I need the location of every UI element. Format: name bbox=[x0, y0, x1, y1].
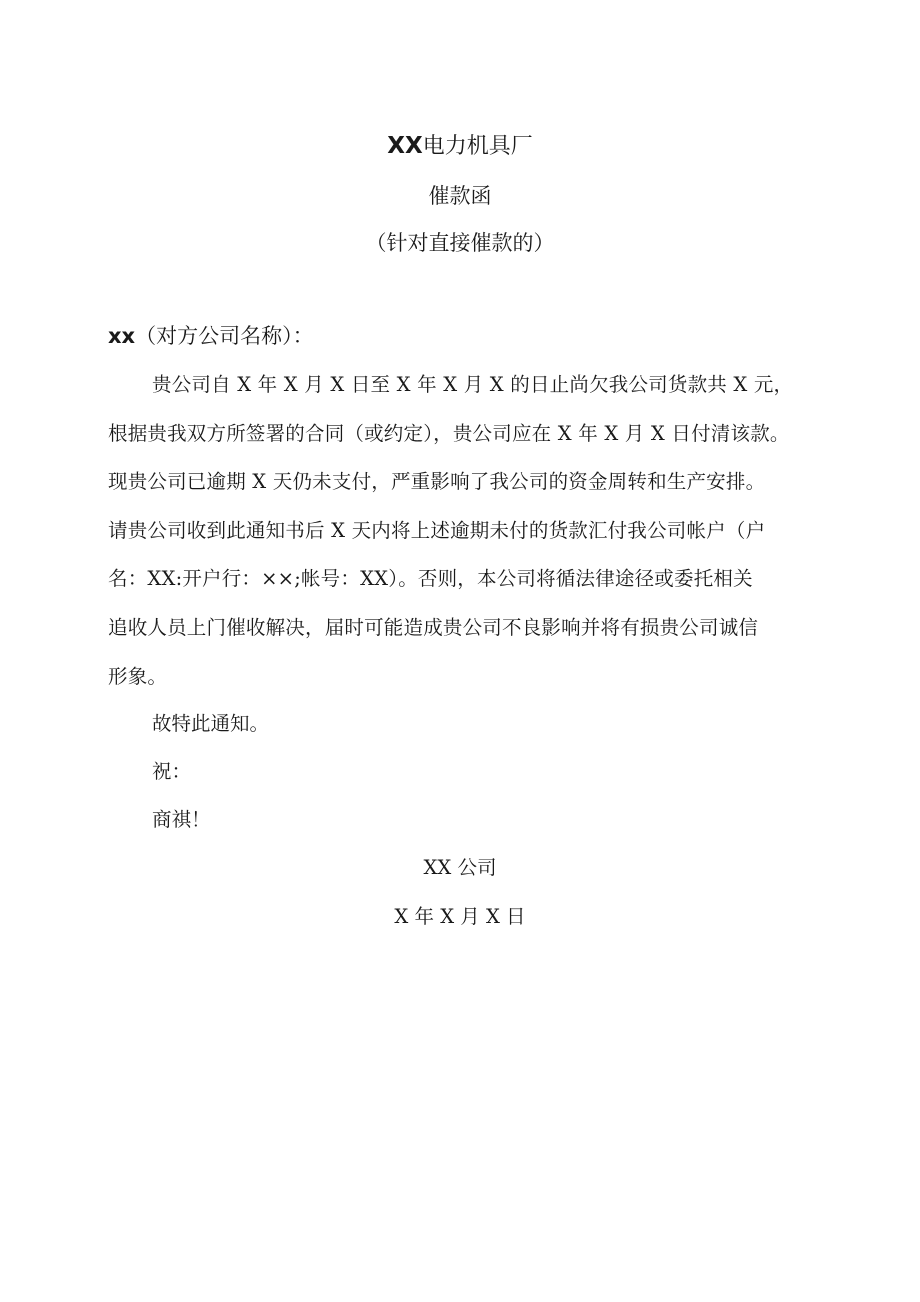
title-prefix: XX bbox=[387, 133, 423, 159]
body-line: 追收人员上门催收解决，届时可能造成贵公司不良影响并将有损贵公司诚信 bbox=[108, 615, 759, 639]
title-text: 电力机具厂 bbox=[422, 134, 533, 159]
body-line: 贵公司自 X 年 X 月 X 日至 X 年 X 月 X 的日止尚欠我公司货款共 X 元， bbox=[152, 373, 794, 396]
document-title bbox=[0, 132, 920, 161]
signature-company: XX 公司 bbox=[423, 856, 497, 879]
body-line: 名：XX:开户行：××;帐号：XX）。否则，本公司将循法律途径或委托相关 bbox=[108, 567, 753, 591]
closing-greeting: 祝： bbox=[152, 760, 192, 783]
salutation-prefix: xx bbox=[108, 324, 136, 348]
letter-body bbox=[108, 361, 828, 701]
body-line: 形象。 bbox=[108, 664, 168, 688]
closing-notice: 故特此通知。 bbox=[152, 712, 270, 735]
salutation bbox=[108, 321, 314, 351]
body-line: 现贵公司已逾期 X 天仍未支付，严重影响了我公司的资金周转和生产安排。 bbox=[108, 470, 766, 494]
salutation-text: （对方公司名称）： bbox=[135, 324, 314, 348]
document-note: （针对直接催款的） bbox=[365, 231, 555, 255]
document-subtitle: 催款函 bbox=[428, 184, 492, 208]
closing-wish: 商祺！ bbox=[152, 808, 211, 831]
body-line: 请贵公司收到此通知书后 X 天内将上述逾期未付的货款汇付我公司帐户（户 bbox=[108, 518, 766, 542]
body-line: 根据贵我双方所签署的合同（或约定），贵公司应在 X 年 X 月 X 日付清该款。 bbox=[108, 421, 790, 445]
signature-date: X 年 X 月 X 日 bbox=[394, 905, 526, 928]
